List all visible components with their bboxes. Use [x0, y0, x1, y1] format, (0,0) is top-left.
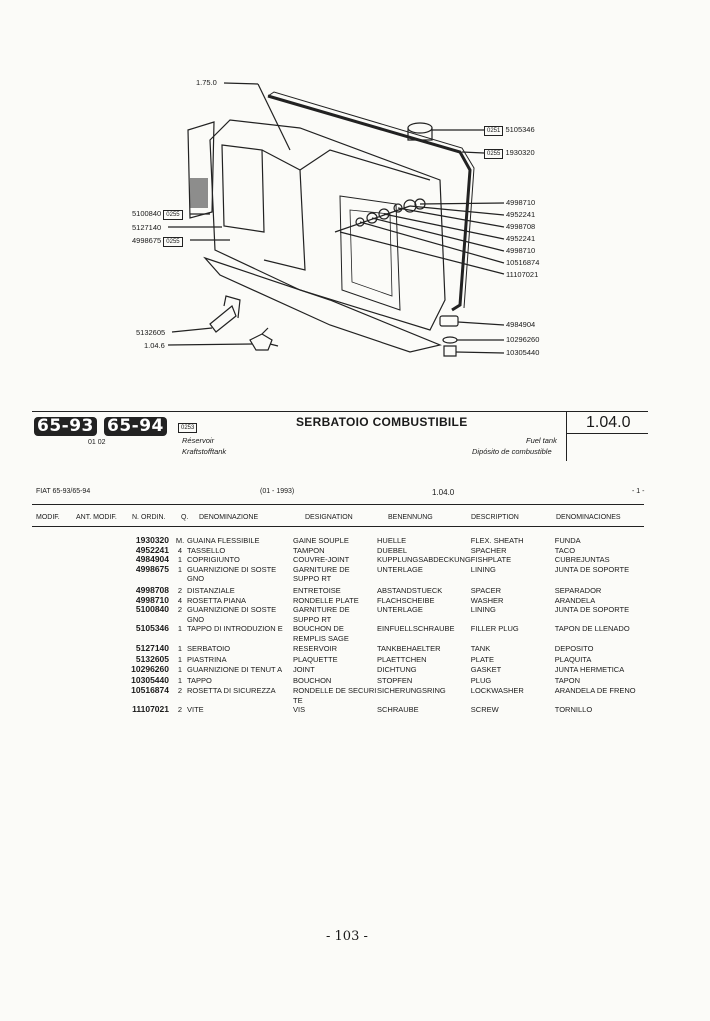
cell-en: WASHER — [470, 595, 504, 605]
table-row — [36, 546, 645, 556]
table-row — [36, 665, 645, 675]
cell-es: PLAQUITA — [554, 655, 592, 665]
cell-code: 4952241 — [135, 544, 169, 555]
col-description: DESCRIPTION — [471, 514, 519, 521]
callout-right-1 — [484, 148, 535, 159]
table-row — [36, 605, 645, 624]
cell-es: DEPOSITO — [554, 643, 594, 653]
box-code: 0253 — [178, 423, 197, 433]
cell-es: CUBREJUNTAS — [554, 555, 610, 565]
cell-q: 1 — [177, 555, 183, 565]
col-n-ordin: N. ORDIN. — [132, 514, 166, 521]
cell-es: JUNTA HERMETICA — [554, 664, 625, 674]
cell-de: EINFUELLSCHRAUBE — [377, 624, 455, 634]
cell-code: 11107021 — [132, 704, 169, 715]
cell-fr: GARNITURE DE SUPPO RT — [293, 605, 350, 624]
cell-en: PLATE — [470, 655, 494, 665]
table-row — [36, 536, 645, 546]
cell-en: FLEX. SHEATH — [470, 536, 524, 545]
callout-left-2 — [132, 236, 183, 247]
cell-code: 5127140 — [135, 642, 169, 653]
subheader-page-marker: - 1 - — [632, 488, 645, 495]
parts-table — [36, 536, 645, 715]
cell-code: 4984904 — [135, 554, 169, 565]
cell-q: 1 — [177, 664, 183, 674]
callout-code: 5127140 — [132, 223, 162, 232]
page-title: SERBATOIO COMBUSTIBILE — [296, 415, 468, 429]
cell-fr: BOUCHON — [293, 676, 332, 686]
table-row — [36, 555, 645, 565]
header-divider — [566, 411, 567, 461]
fuel-tank-exploded-diagram — [0, 0, 710, 400]
callout-box: 0251 — [484, 126, 503, 136]
cell-q: M. — [175, 536, 185, 545]
cell-es: TORNILLO — [554, 705, 593, 715]
cell-code: 1930320 — [135, 535, 169, 545]
cell-it: TASSELLO — [187, 545, 226, 555]
callout-bottom-0: 4984904 — [506, 320, 536, 329]
callout-left-bottom-1: 1.04.6 — [144, 341, 165, 350]
cell-es: TAPON — [554, 676, 581, 686]
cell-code: 5132605 — [135, 654, 169, 665]
cell-it: DISTANZIALE — [187, 585, 235, 595]
cell-en: SCREW — [470, 705, 499, 715]
callout-list-3: 4952241 — [506, 234, 536, 243]
ref-rule — [566, 433, 648, 434]
callout-left-bottom-0: 5132605 — [136, 328, 166, 337]
cell-q: 1 — [177, 624, 183, 634]
callout-list-4: 4998710 — [506, 246, 536, 255]
cell-de: HUELLE — [377, 536, 407, 545]
title-fr: Réservoir — [182, 436, 215, 445]
callout-bottom-1: 10296260 — [506, 335, 540, 344]
callout-code: 5100840 — [132, 209, 162, 218]
cell-fr: RESERVOIR — [293, 643, 338, 653]
cell-en: TANK — [470, 643, 491, 653]
callout-right-0 — [484, 125, 535, 136]
page-number: - 103 - — [326, 929, 368, 944]
table-row — [36, 624, 645, 643]
cell-code: 10296260 — [131, 663, 169, 674]
cell-fr: JOINT — [293, 664, 315, 674]
callout-list-5: 10516874 — [506, 258, 540, 267]
cell-code: 4998675 — [135, 563, 169, 574]
callout-box: 0255 — [163, 237, 182, 247]
cell-code: 5105346 — [135, 623, 169, 634]
cell-es: ARANDELA — [554, 595, 596, 605]
title-en: Fuel tank — [526, 436, 557, 445]
col-benennung: BENENNUNG — [388, 514, 433, 521]
columns-rule — [32, 526, 644, 527]
subheader-ref: 1.04.0 — [432, 488, 455, 497]
cell-it: GUARNIZIONE DI SOSTE GNO — [187, 605, 277, 624]
cell-code: 10516874 — [131, 684, 169, 695]
cell-q: 1 — [177, 655, 183, 665]
cell-es: JUNTA DE SOPORTE — [554, 564, 630, 574]
callout-code: 1930320 — [505, 148, 535, 157]
title-de: Kraftstofftank — [182, 447, 227, 456]
cell-en: LINING — [470, 564, 496, 574]
cell-en: LINING — [470, 605, 496, 615]
cell-fr: VIS — [293, 705, 306, 715]
callout-left-0 — [132, 209, 183, 220]
cell-it: VITE — [187, 705, 204, 715]
cell-it: GUAINA FLESSIBILE — [187, 536, 260, 545]
cell-it: SERBATOIO — [187, 643, 231, 653]
col-denominaciones: DENOMINACIONES — [556, 514, 621, 521]
cell-de: PLAETTCHEN — [377, 655, 427, 665]
cell-en: SPACHER — [470, 545, 507, 555]
cell-fr: TAMPON — [293, 545, 325, 555]
cell-en: FISHPLATE — [470, 555, 512, 565]
callout-box: 0255 — [163, 210, 182, 220]
callout-list-6: 11107021 — [506, 270, 539, 279]
table-row — [36, 596, 645, 606]
table-row — [36, 686, 645, 705]
cell-de: FLACHSCHEIBE — [377, 595, 435, 605]
cell-fr: BOUCHON DE REMPLIS SAGE — [293, 624, 349, 643]
subheader-rule — [32, 504, 644, 505]
cell-q: 1 — [177, 643, 183, 653]
callout-top — [196, 78, 217, 87]
header-box-code — [178, 416, 197, 434]
cell-it: TAPPO — [187, 676, 212, 686]
cell-fr: PLAQUETTE — [293, 655, 338, 665]
cell-q: 2 — [177, 585, 183, 595]
subheader-date: (01 - 1993) — [260, 488, 295, 495]
cell-fr: GARNITURE DE SUPPO RT — [293, 564, 350, 584]
header-top-rule — [32, 411, 648, 412]
cell-es: SEPARADOR — [554, 585, 602, 595]
cell-code: 4998708 — [135, 584, 169, 595]
col-ant-modif: ANT. MODIF. — [76, 514, 117, 521]
cell-q: 2 — [177, 705, 183, 715]
table-row — [36, 586, 645, 596]
cell-es: ARANDELA DE FRENO — [554, 685, 636, 695]
model-badge-1: 65-93 — [34, 417, 97, 436]
cell-fr: COUVRE-JOINT — [293, 555, 350, 565]
table-row — [36, 655, 645, 665]
cell-de: UNTERLAGE — [377, 605, 423, 615]
cell-q: 4 — [177, 595, 183, 605]
cell-fr: RONDELLE DE SECURI TE — [293, 685, 377, 705]
cell-en: PLUG — [470, 676, 492, 686]
cell-code: 10305440 — [131, 675, 169, 686]
cell-it: PIASTRINA — [187, 655, 227, 665]
callout-list-0: 4998710 — [506, 198, 536, 207]
cell-code: 4998710 — [135, 594, 169, 605]
title-es: Dipósito de combustible — [472, 447, 552, 456]
cell-de: DUEBEL — [377, 545, 408, 555]
cell-it: COPRIGIUNTO — [187, 555, 240, 565]
cell-fr: GAINE SOUPLE — [293, 536, 349, 545]
table-row — [36, 676, 645, 686]
callout-bottom-2: 10305440 — [506, 348, 540, 357]
cell-de: UNTERLAGE — [377, 564, 423, 574]
cell-de: ABSTANDSTUECK — [377, 585, 443, 595]
cell-de: DICHTUNG — [377, 664, 417, 674]
table-row — [36, 705, 645, 715]
cell-es: JUNTA DE SOPORTE — [554, 605, 630, 615]
cell-code: 5100840 — [135, 604, 169, 615]
cell-it: TAPPO DI INTRODUZION E — [187, 624, 283, 634]
callout-list-2: 4998708 — [506, 222, 536, 231]
cell-q: 2 — [177, 685, 183, 695]
col-q: Q. — [181, 514, 189, 521]
table-row — [36, 644, 645, 654]
col-designation: DESIGNATION — [305, 514, 353, 521]
cell-fr: ENTRETOISE — [293, 585, 341, 595]
cell-en: LOCKWASHER — [470, 685, 524, 695]
cell-de: SICHERUNGSRING — [377, 685, 446, 695]
cell-fr: RONDELLE PLATE — [293, 595, 359, 605]
cell-en: SPACER — [470, 585, 502, 595]
cell-it: ROSETTA DI SICUREZZA — [187, 685, 276, 695]
table-row — [36, 565, 645, 584]
cell-en: GASKET — [470, 664, 502, 674]
cell-de: KUPPLUNGSABDECKUNG — [377, 555, 471, 565]
callout-box: 0255 — [484, 149, 503, 159]
model-sub: 01 02 — [88, 439, 106, 446]
cell-q: 1 — [177, 676, 183, 686]
callout-code: 5105346 — [505, 125, 535, 134]
cell-it: ROSETTA PIANA — [187, 595, 247, 605]
cell-it: GUARNIZIONE DI TENUT A — [187, 664, 283, 674]
callout-list-1: 4952241 — [506, 210, 536, 219]
cell-de: STOPFEN — [377, 676, 413, 686]
callout-top-label: 1.75.0 — [196, 78, 217, 87]
col-denominazione: DENOMINAZIONE — [199, 514, 259, 521]
col-modif: MODIF. — [36, 514, 60, 521]
cell-es: TAPON DE LLENADO — [554, 624, 630, 634]
cell-es: TACO — [554, 545, 576, 555]
cell-q: 4 — [177, 545, 183, 555]
cell-de: SCHRAUBE — [377, 705, 419, 715]
callout-code: 4998675 — [132, 236, 162, 245]
subheader-model: FIAT 65-93/65-94 — [36, 488, 91, 495]
cell-q: 1 — [177, 564, 183, 574]
cell-de: TANKBEHAELTER — [377, 643, 441, 653]
callout-left-1 — [132, 223, 161, 232]
cell-en: FILLER PLUG — [470, 624, 519, 634]
model-badge-2: 65-94 — [104, 417, 167, 436]
cell-q: 2 — [177, 605, 183, 615]
cell-es: FUNDA — [554, 536, 581, 545]
cell-it: GUARNIZIONE DI SOSTE GNO — [187, 564, 277, 584]
header-ref: 1.04.0 — [586, 414, 631, 431]
